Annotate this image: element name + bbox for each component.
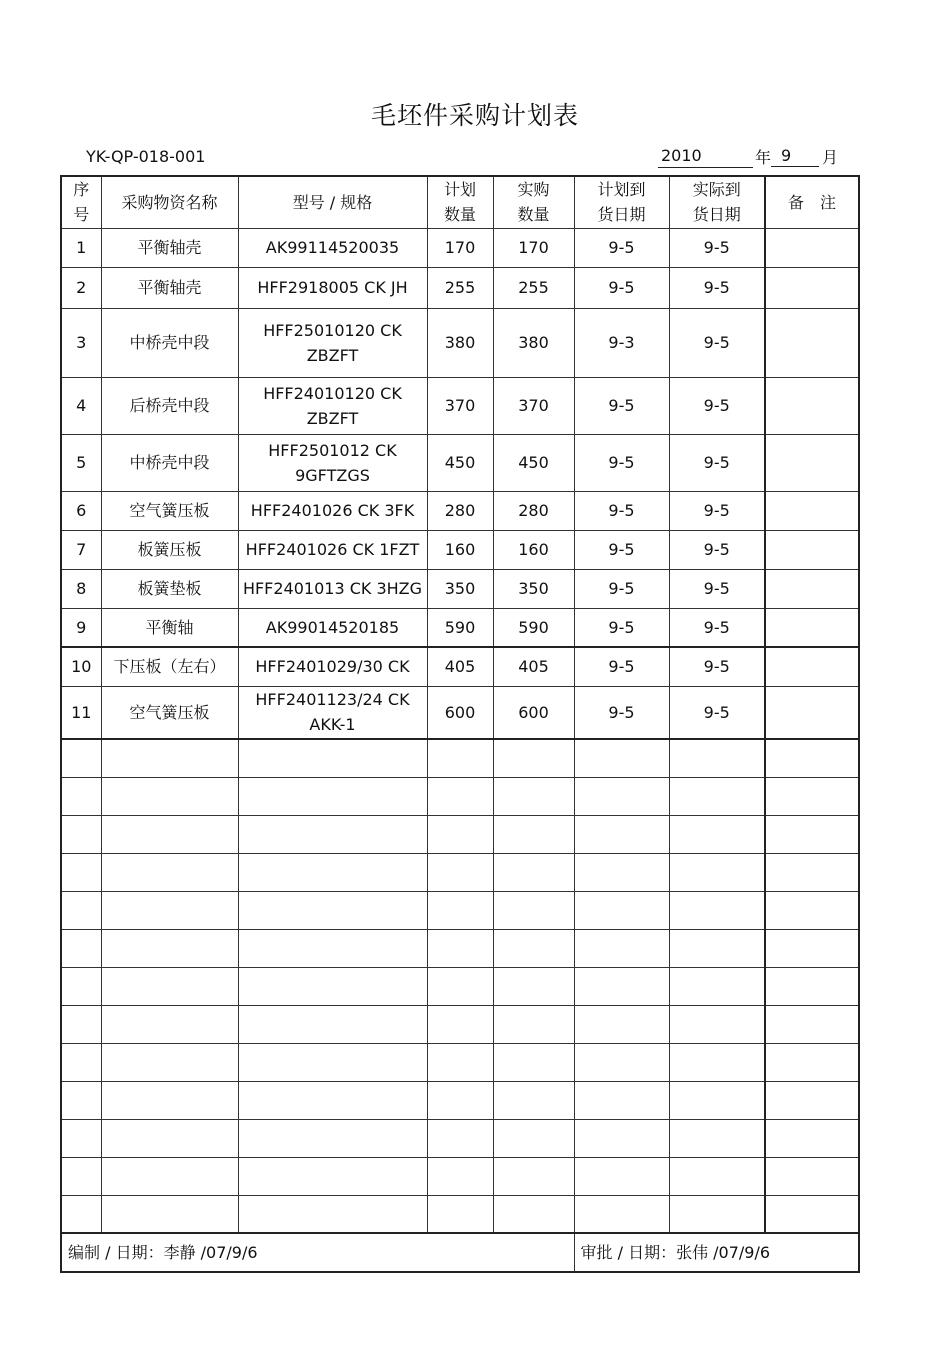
header-row: [61, 176, 859, 228]
cell-plan-qty: 590: [427, 608, 493, 647]
cell-name: 后桥壳中段: [101, 377, 238, 434]
cell-actual-date: 9-5: [669, 377, 765, 434]
cell-plan-date: 9-5: [574, 647, 669, 686]
cell-actual-qty: 380: [493, 308, 574, 377]
table-row: [61, 608, 859, 647]
cell-spec: AK99114520035: [238, 228, 427, 267]
cell-name: 板簧垫板: [101, 569, 238, 608]
cell-note: [765, 647, 859, 686]
page-title: 毛坯件采购计划表: [370, 101, 579, 130]
date-month-field: [771, 145, 819, 167]
cell-spec: HFF2401029/30 CK: [238, 647, 427, 686]
empty-row: [61, 1081, 859, 1119]
month-unit: 月: [822, 148, 839, 167]
cell-plan-date: 9-5: [574, 686, 669, 739]
table-row: [61, 530, 859, 569]
cell-actual-qty: 450: [493, 434, 574, 491]
cell-note: [765, 608, 859, 647]
header-plan-qty: 计划 数量: [427, 176, 493, 228]
cell-plan-date: 9-5: [574, 491, 669, 530]
table-row: [61, 228, 859, 267]
cell-name: 下压板（左右）: [101, 647, 238, 686]
cell-note: [765, 434, 859, 491]
cell-no: 7: [61, 530, 101, 569]
header-name: 采购物资名称: [101, 176, 238, 228]
cell-actual-qty: 590: [493, 608, 574, 647]
empty-row: [61, 853, 859, 891]
cell-actual-qty: 350: [493, 569, 574, 608]
month-value: 9: [771, 145, 819, 167]
cell-plan-qty: 380: [427, 308, 493, 377]
cell-note: [765, 228, 859, 267]
cell-no: 8: [61, 569, 101, 608]
empty-row: [61, 1119, 859, 1157]
cell-note: [765, 569, 859, 608]
cell-actual-qty: 160: [493, 530, 574, 569]
year-value: 2010: [658, 145, 753, 168]
cell-actual-date: 9-5: [669, 228, 765, 267]
empty-row: [61, 967, 859, 1005]
cell-note: [765, 530, 859, 569]
table-row: [61, 308, 859, 377]
cell-plan-qty: 350: [427, 569, 493, 608]
cell-note: [765, 491, 859, 530]
cell-no: 10: [61, 647, 101, 686]
cell-no: 3: [61, 308, 101, 377]
cell-name: 空气簧压板: [101, 686, 238, 739]
cell-plan-date: 9-5: [574, 569, 669, 608]
cell-actual-date: 9-5: [669, 686, 765, 739]
empty-row: [61, 777, 859, 815]
cell-actual-date: 9-5: [669, 569, 765, 608]
cell-note: [765, 267, 859, 308]
header-seq: 序 号: [61, 176, 101, 228]
cell-spec: AK99014520185: [238, 608, 427, 647]
header-plan-date: 计划到 货日期: [574, 176, 669, 228]
cell-plan-date: 9-5: [574, 608, 669, 647]
cell-spec: HFF2918005 CK JH: [238, 267, 427, 308]
cell-plan-qty: 450: [427, 434, 493, 491]
cell-spec: HFF2401026 CK 1FZT: [238, 530, 427, 569]
cell-note: [765, 686, 859, 739]
header-actual-date: 实际到 货日期: [669, 176, 765, 228]
cell-spec: HFF24010120 CK ZBZFT: [238, 377, 427, 434]
table-row: [61, 686, 859, 739]
cell-actual-qty: 255: [493, 267, 574, 308]
cell-note: [765, 308, 859, 377]
header-spec: 型号 / 规格: [238, 176, 427, 228]
cell-no: 1: [61, 228, 101, 267]
cell-plan-qty: 280: [427, 491, 493, 530]
header-actual-qty: 实购 数量: [493, 176, 574, 228]
cell-name: 平衡轴: [101, 608, 238, 647]
table-row: [61, 434, 859, 491]
cell-note: [765, 377, 859, 434]
cell-spec: HFF2501012 CK 9GFTZGS: [238, 434, 427, 491]
cell-plan-qty: 370: [427, 377, 493, 434]
empty-row: [61, 1195, 859, 1233]
cell-actual-qty: 370: [493, 377, 574, 434]
table-row: [61, 491, 859, 530]
cell-actual-date: 9-5: [669, 308, 765, 377]
cell-plan-date: 9-5: [574, 377, 669, 434]
cell-plan-qty: 255: [427, 267, 493, 308]
cell-no: 11: [61, 686, 101, 739]
table-row: [61, 569, 859, 608]
document-code: YK-QP-018-001: [86, 147, 206, 166]
cell-name: 平衡轴壳: [101, 267, 238, 308]
cell-name: 板簧压板: [101, 530, 238, 569]
empty-row: [61, 1157, 859, 1195]
approved-by: 审批 / 日期：张伟 /07/9/6: [574, 1233, 859, 1272]
empty-row: [61, 815, 859, 853]
empty-row: [61, 929, 859, 967]
cell-no: 6: [61, 491, 101, 530]
cell-plan-qty: 170: [427, 228, 493, 267]
cell-actual-date: 9-5: [669, 647, 765, 686]
cell-actual-date: 9-5: [669, 608, 765, 647]
table-row: [61, 267, 859, 308]
cell-spec: HFF2401026 CK 3FK: [238, 491, 427, 530]
cell-plan-date: 9-5: [574, 267, 669, 308]
empty-row: [61, 891, 859, 929]
empty-row: [61, 739, 859, 777]
cell-spec: HFF25010120 CK ZBZFT: [238, 308, 427, 377]
empty-row: [61, 1043, 859, 1081]
date-year-field: [658, 145, 753, 168]
cell-name: 空气簧压板: [101, 491, 238, 530]
cell-actual-date: 9-5: [669, 267, 765, 308]
cell-plan-qty: 160: [427, 530, 493, 569]
cell-plan-qty: 405: [427, 647, 493, 686]
year-unit: 年: [755, 148, 772, 167]
cell-no: 2: [61, 267, 101, 308]
cell-actual-date: 9-5: [669, 491, 765, 530]
cell-name: 平衡轴壳: [101, 228, 238, 267]
cell-actual-qty: 280: [493, 491, 574, 530]
cell-no: 9: [61, 608, 101, 647]
cell-actual-qty: 170: [493, 228, 574, 267]
cell-no: 4: [61, 377, 101, 434]
cell-actual-qty: 405: [493, 647, 574, 686]
cell-plan-date: 9-5: [574, 530, 669, 569]
cell-actual-date: 9-5: [669, 434, 765, 491]
table-row: [61, 377, 859, 434]
cell-actual-qty: 600: [493, 686, 574, 739]
purchase-plan-table: [60, 175, 860, 1273]
cell-no: 5: [61, 434, 101, 491]
cell-name: 中桥壳中段: [101, 434, 238, 491]
prepared-by: 编制 / 日期：李静 /07/9/6: [61, 1233, 574, 1272]
cell-spec: HFF2401123/24 CK AKK-1: [238, 686, 427, 739]
cell-plan-date: 9-5: [574, 434, 669, 491]
cell-name: 中桥壳中段: [101, 308, 238, 377]
cell-spec: HFF2401013 CK 3HZG: [238, 569, 427, 608]
cell-actual-date: 9-5: [669, 530, 765, 569]
cell-plan-date: 9-5: [574, 228, 669, 267]
header-note: 备 注: [765, 176, 859, 228]
cell-plan-qty: 600: [427, 686, 493, 739]
cell-plan-date: 9-3: [574, 308, 669, 377]
table-row: [61, 647, 859, 686]
signature-row: [61, 1233, 859, 1272]
empty-row: [61, 1005, 859, 1043]
